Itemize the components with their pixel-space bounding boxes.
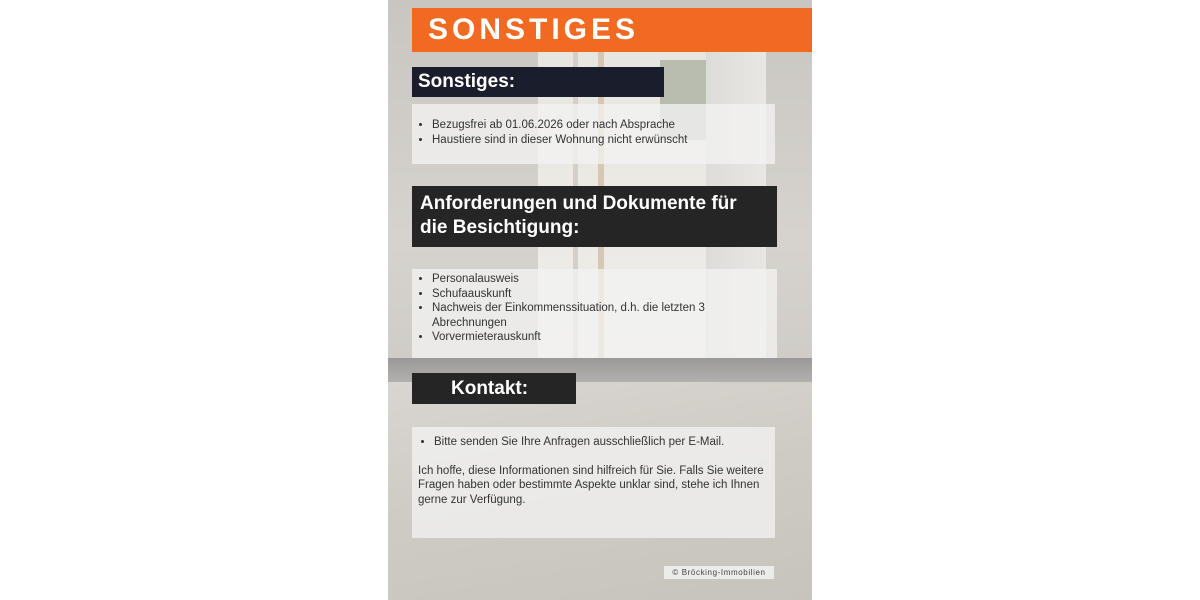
poster [388, 0, 812, 600]
section-box-kontakt [412, 427, 775, 538]
list-item: • Bezugsfrei ab 01.06.2026 oder nach Absprache [432, 118, 769, 133]
page-title: SONSTIGES [412, 8, 812, 52]
list-item: • Bitte senden Sie Ihre Anfragen ausschließlich per E-Mail. [434, 435, 767, 450]
bullet-list [412, 435, 767, 450]
closing-note: Ich hoffe, diese Informationen sind hilfreich für Sie. Falls Sie weitere Fragen haben oder bestimmte Aspekte unklar sind, stehe ich Ihnen gerne zur Verfügung. [418, 464, 764, 506]
list-item: • Haustiere sind in dieser Wohnung nicht erwünscht [432, 133, 769, 148]
bullet-list [412, 272, 771, 345]
section-box-sonstiges [412, 104, 775, 164]
section-heading-anforderungen: Anforderungen und Dokumente für die Besichtigung: [412, 186, 777, 247]
section-box-anforderungen [412, 269, 777, 358]
bullet-list [412, 118, 769, 147]
section-heading-sonstiges: Sonstiges: [412, 67, 664, 97]
list-item: • Schufaauskunft [432, 287, 771, 302]
list-item: • Nachweis der Einkommenssituation, d.h. die letzten 3 Abrechnungen [432, 301, 771, 330]
list-item: • Personalausweis [432, 272, 771, 287]
copyright-label: © Bröcking-Immobilien [664, 566, 774, 579]
list-item: • Vorvermieterauskunft [432, 330, 771, 345]
section-heading-kontakt: Kontakt: [412, 373, 576, 404]
